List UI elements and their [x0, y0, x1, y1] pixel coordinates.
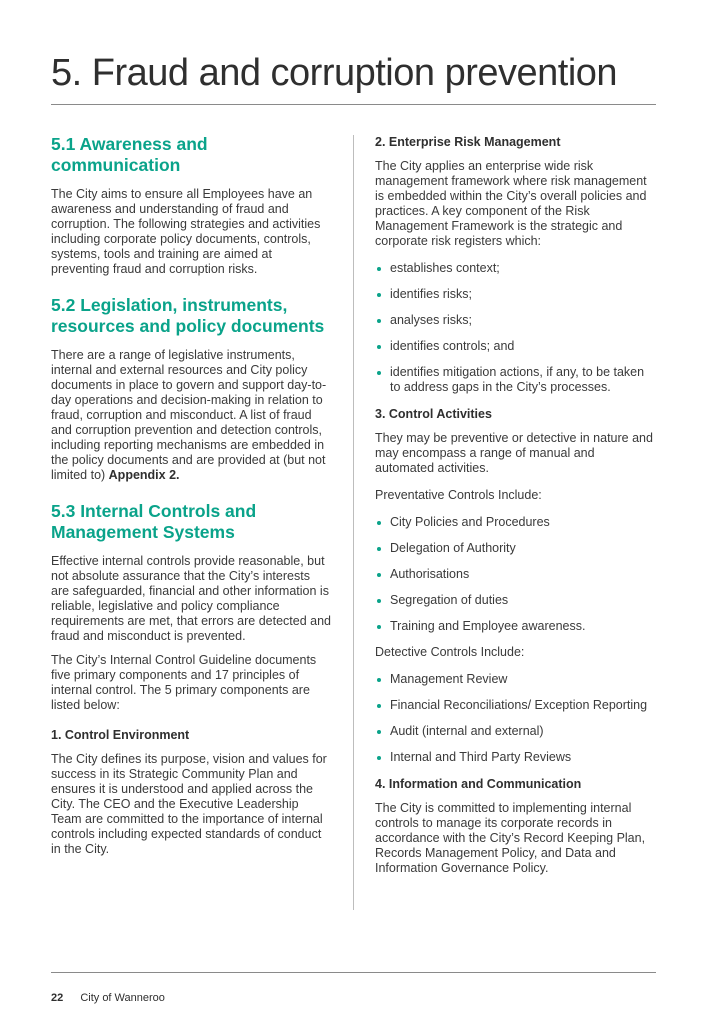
column-divider: [353, 135, 354, 910]
list-item: identifies mitigation actions, if any, to be taken to address gaps in the City’s processes.: [375, 365, 657, 395]
section-5-2-heading: 5.2 Legislation, instruments, resources and policy documents: [51, 295, 325, 336]
appendix-reference: Appendix 2.: [108, 468, 180, 482]
list-item: Financial Reconciliations/ Exception Reporting: [375, 698, 657, 713]
risk-register-list: [375, 261, 657, 395]
left-column: [51, 134, 331, 866]
section-5-1: [51, 134, 331, 277]
information-communication-heading: 4. Information and Communication: [375, 777, 582, 791]
footer-divider: [51, 972, 656, 973]
page-title: 5. Fraud and corruption prevention: [51, 52, 618, 94]
list-item: identifies controls; and: [375, 339, 657, 354]
list-item: City Policies and Procedures: [375, 515, 657, 530]
risk-management-heading: 2. Enterprise Risk Management: [375, 135, 561, 149]
section-5-2-text: There are a range of legislative instruments, internal and external resources and City policy documents in place to govern and support day-to-day operations and decision-making in relation to fraud, corruption and misconduct. A list of fraud and corruption prevention and detection controls, including reporting mechanisms are embedded in the policy documents and are provided at (but not limited to): [51, 348, 327, 482]
control-environment-paragraph: The City defines its purpose, vision and values for success in its Strategic Community Plan and ensures it is understood and applied across the City. The CEO and the Executive Leadership Team are committed to the importance of internal controls including expected standards of conduct in the City.: [51, 752, 327, 856]
section-5-2: [51, 295, 331, 483]
section-5-3-paragraph-2: The City’s Internal Control Guideline documents five primary components and 17 principles of internal control. The 5 primary components are listed below:: [51, 653, 317, 712]
preventative-controls-label: Preventative Controls Include:: [375, 488, 542, 502]
risk-management-paragraph: The City applies an enterprise wide risk management framework where risk management is embedded within the City’s overall policies and practices. A key component of the Risk Management Framework is the strategic and corporate risk registers which:: [375, 159, 647, 248]
detective-controls-list: [375, 672, 657, 765]
control-environment-heading: 1. Control Environment: [51, 728, 190, 742]
section-5-3-paragraph-1: Effective internal controls provide reasonable, but not absolute assurance that the City’s interests are safeguarded, financial and other information is reliable, legislative and policy compliance requirements are met, that errors are detected and fraud and misconduct is prevented.: [51, 554, 332, 643]
page-footer: [51, 992, 165, 1004]
section-5-3: [51, 501, 331, 857]
list-item: establishes context;: [375, 261, 657, 276]
list-item: analyses risks;: [375, 313, 657, 328]
list-item: Management Review: [375, 672, 657, 687]
section-5-3-heading: 5.3 Internal Controls and Management Systems: [51, 501, 257, 542]
control-activities-paragraph: They may be preventive or detective in nature and may encompass a range of manual and automated activities.: [375, 431, 653, 475]
list-item: Delegation of Authority: [375, 541, 657, 556]
detective-controls-label: Detective Controls Include:: [375, 645, 525, 659]
preventative-controls-list: [375, 515, 657, 634]
list-item: Internal and Third Party Reviews: [375, 750, 657, 765]
footer-org-name: City of Wanneroo: [80, 992, 165, 1004]
page-number: 22: [51, 992, 64, 1004]
list-item: identifies risks;: [375, 287, 657, 302]
section-5-1-paragraph: The City aims to ensure all Employees have an awareness and understanding of fraud and corruption. The following strategies and activities including corporate policy documents, controls, systems, tools and training are aimed at preventing fraud and corruption risks.: [51, 187, 321, 276]
list-item: Audit (internal and external): [375, 724, 657, 739]
control-activities-heading: 3. Control Activities: [375, 407, 492, 421]
right-column: [375, 134, 657, 885]
list-item: Authorisations: [375, 567, 657, 582]
list-item: Training and Employee awareness.: [375, 619, 657, 634]
title-divider: [51, 104, 656, 105]
list-item: Segregation of duties: [375, 593, 657, 608]
information-communication-paragraph: The City is committed to implementing internal controls to manage its corporate records in accordance with the City’s Record Keeping Plan, Records Management Policy, and Data and Information Governance Policy.: [375, 801, 646, 875]
section-5-1-heading: 5.1 Awareness and communication: [51, 134, 208, 175]
section-5-2-paragraph: [51, 348, 331, 483]
